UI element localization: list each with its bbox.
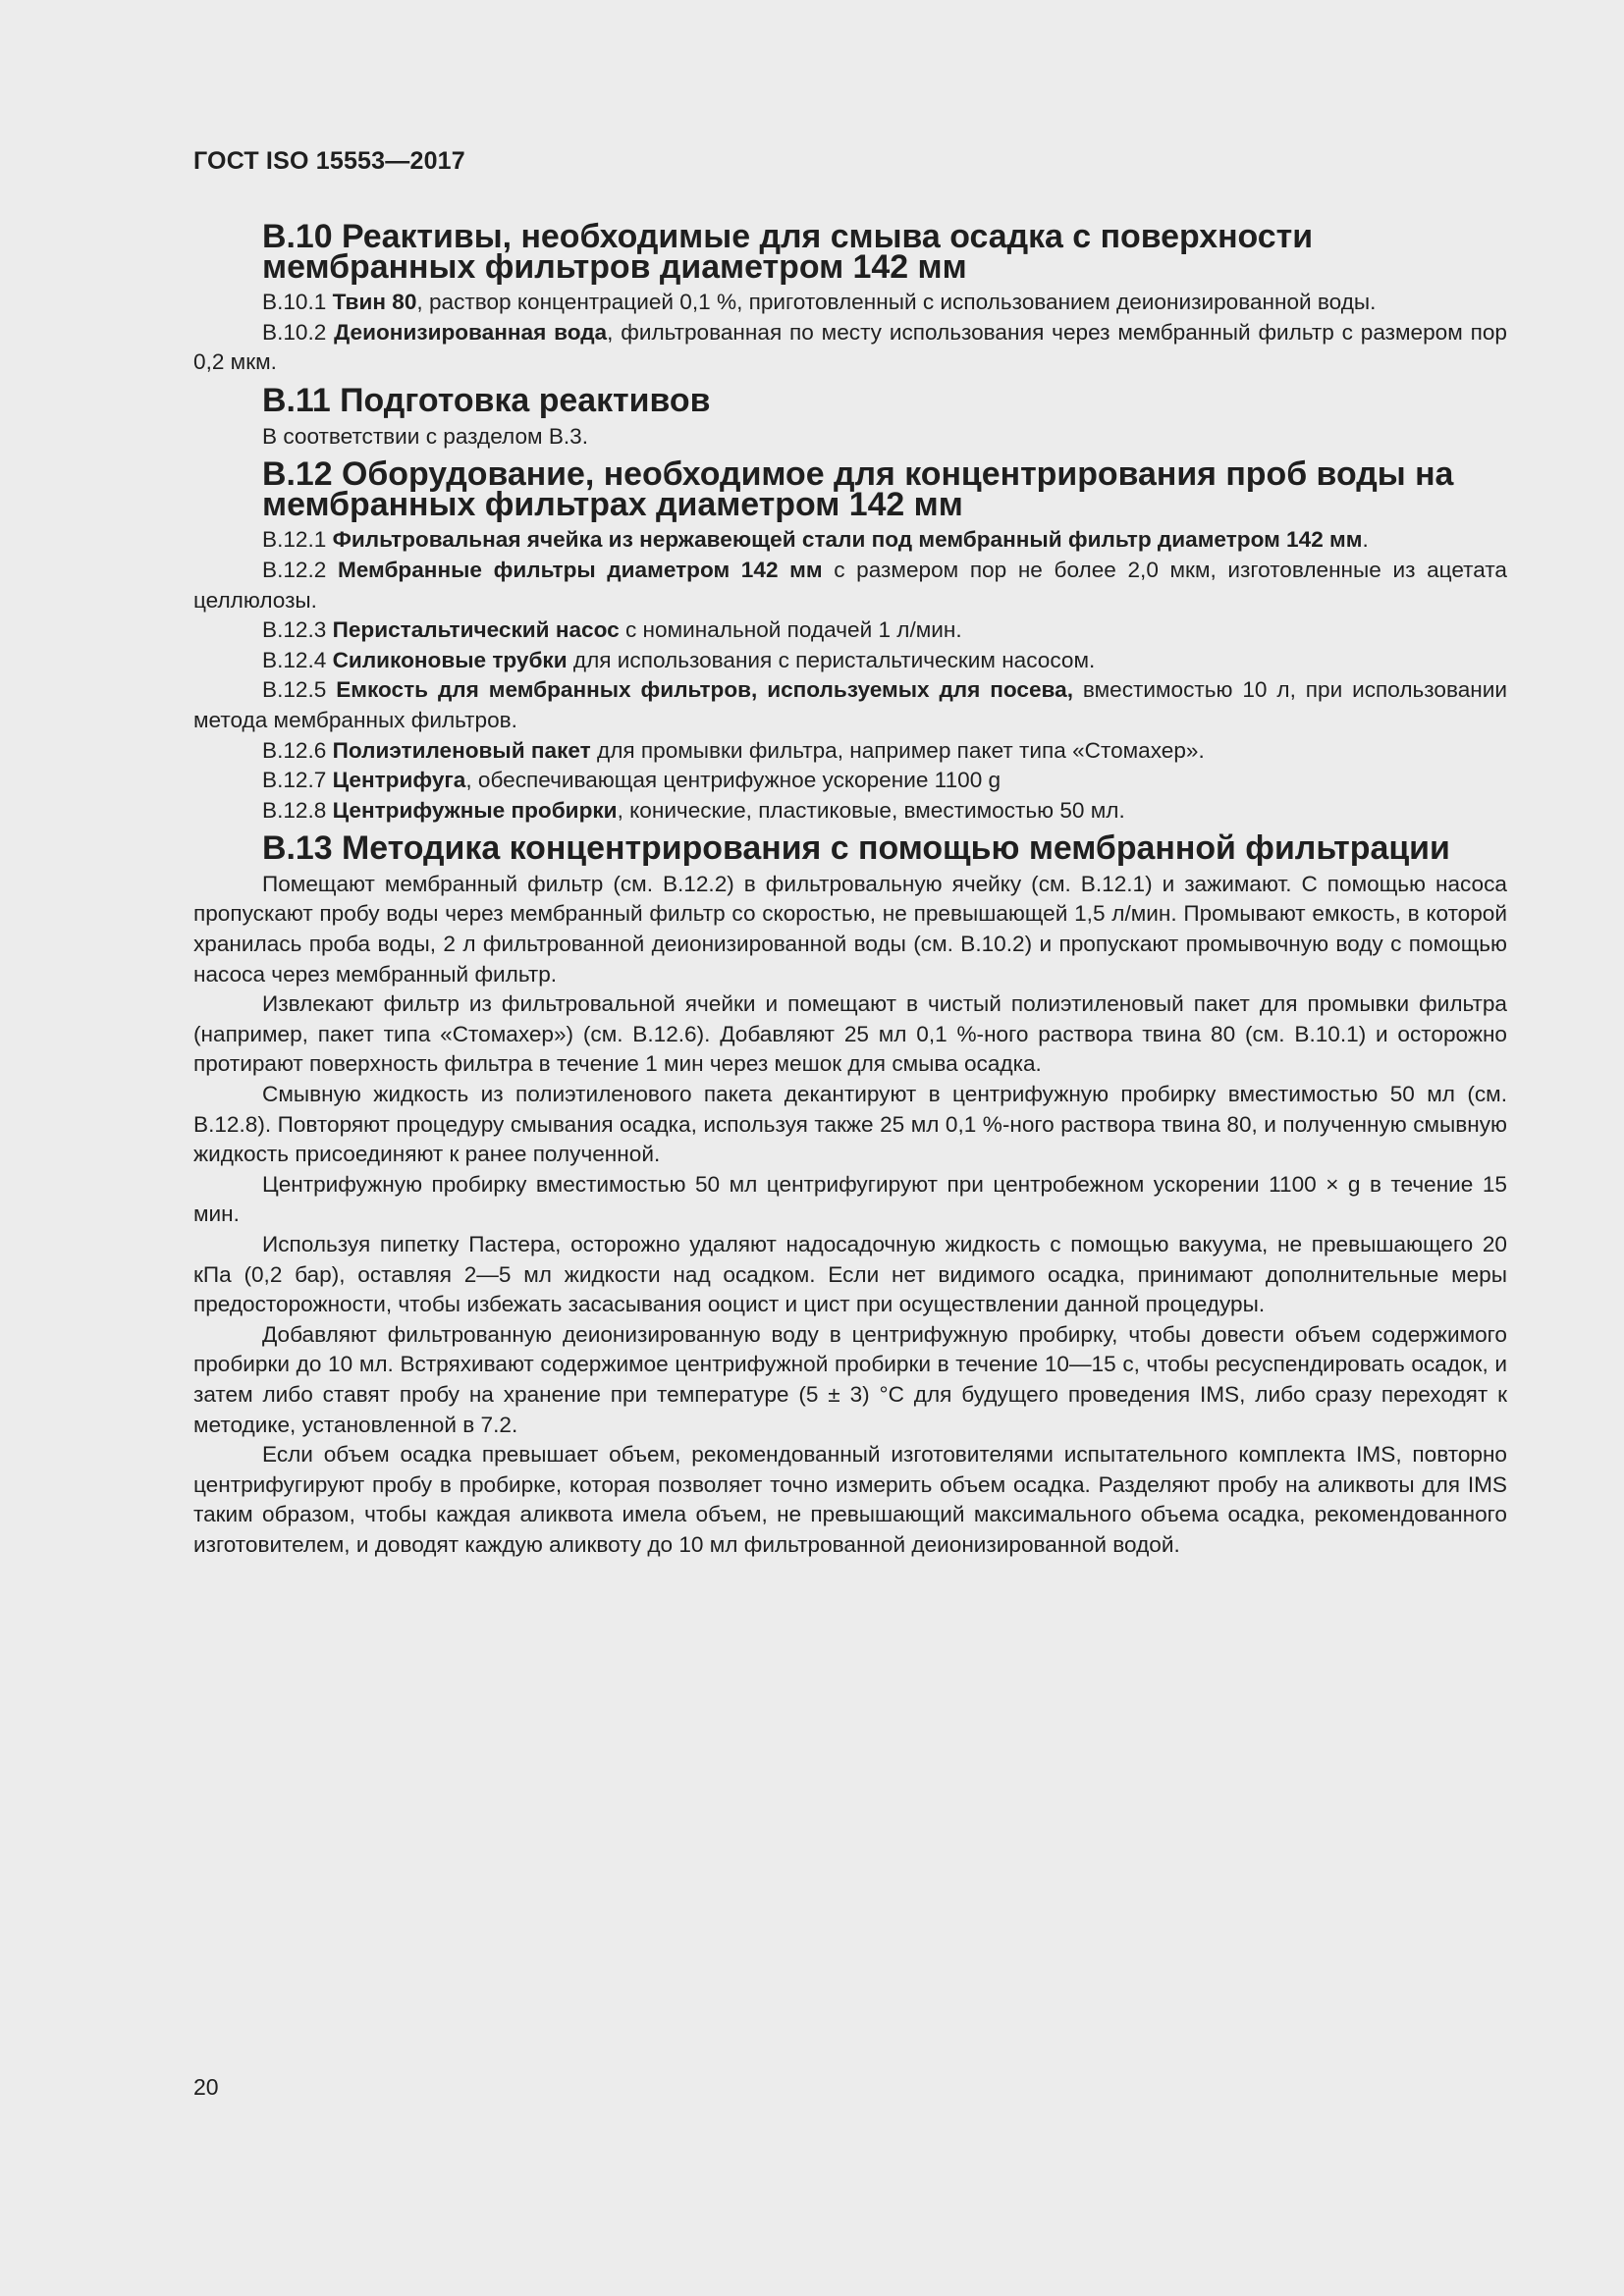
page-number: 20 xyxy=(193,2074,219,2100)
paragraph: Добавляют фильтрованную деионизированную воду в центрифужную пробирку, чтобы довести объем содержимого пробирки до 10 мл. Встряхивают содержимое центрифужной пробирки в течение 10—15 с, чтобы ресуспендировать осадок, и затем либо ставят пробу на хранение при температуре (5 ± 3) °C для будущего проведения IMS, либо сразу переходят к методике, установленной в 7.2. xyxy=(193,1321,1507,1437)
item-number: В.12.6 xyxy=(262,737,333,763)
item-text: для промывки фильтра, например пакет типа «Стомахер». xyxy=(590,737,1205,763)
document-body xyxy=(193,218,1507,1561)
item-b12-4 xyxy=(193,646,1507,676)
item-number: В.12.8 xyxy=(262,797,333,823)
section-b13 xyxy=(193,829,1507,1560)
paragraph: Смывную жидкость из полиэтиленового пакета декантируют в центрифужную пробирку вместимостью 50 мл (см. В.12.8). Повторяют процедуру смывания осадка, используя также 25 мл 0,1 %-ного раствора твина 80, и полученную смывную жидкость присоединяют к ранее полученной. xyxy=(193,1082,1507,1167)
paragraph: Извлекают фильтр из фильтровальной ячейки и помещают в чистый полиэтиленовый пакет для промывки фильтра (например, пакет типа «Стомахер») (см. В.12.6). Добавляют 25 мл 0,1 %-ного раствора твина 80 (см. В.10.1) и осторожно протирают поверхность фильтра в течение 1 мин через мешок для смыва осадка. xyxy=(193,991,1507,1077)
item-text: , раствор концентрацией 0,1 %, приготовленный с использованием деионизированной воды. xyxy=(416,290,1377,315)
item-b12-7 xyxy=(193,766,1507,796)
item-text: с размером пор не более 2,0 мкм, изготовленные из ацетата целлюлозы. xyxy=(193,557,1507,613)
item-term: Емкость для мембранных фильтров, используемых для посева, xyxy=(336,677,1073,703)
item-term: Центрифуга xyxy=(332,768,466,793)
section-b11 xyxy=(193,381,1507,452)
paragraph: Центрифужную пробирку вместимостью 50 мл центрифугируют при центробежном ускорении 1100 × g в течение 15 мин. xyxy=(193,1171,1507,1227)
item-term: Твин 80 xyxy=(332,290,417,315)
document-header: ГОСТ ISO 15553—2017 xyxy=(193,147,465,175)
item-term: Силиконовые трубки xyxy=(332,647,568,672)
item-b12-6 xyxy=(193,736,1507,767)
item-term: Фильтровальная ячейка из нержавеющей стали под мембранный фильтр диаметром 142 мм xyxy=(332,527,1363,553)
item-number: В.12.7 xyxy=(262,768,333,793)
item-text: , обеспечивающая центрифужное ускорение 1100 g xyxy=(465,768,1001,793)
item-b12-2 xyxy=(193,556,1507,615)
item-number: В.12.2 xyxy=(262,557,338,582)
paragraph: Используя пипетку Пастера, осторожно удаляют надосадочную жидкость с помощью вакуума, не превышающего 20 кПа (0,2 бар), оставляя 2—5 мл жидкости над осадком. Если нет видимого осадка, принимают дополнительные меры предосторожности, чтобы избежать засасывания ооцист и цист при осуществлении данной процедуры. xyxy=(193,1232,1507,1317)
item-b12-8 xyxy=(193,796,1507,827)
item-b12-1 xyxy=(193,525,1507,556)
item-text: вместимостью 10 л, при использовании метода мембранных фильтров. xyxy=(193,677,1507,732)
section-b10 xyxy=(193,218,1507,378)
item-term: Перистальтический насос xyxy=(332,617,620,643)
item-term: Центрифужные пробирки xyxy=(332,797,618,823)
item-b12-3 xyxy=(193,615,1507,646)
section-heading-b13: В.13 Методика концентрирования с помощью мембранной фильтрации xyxy=(262,829,1450,868)
item-number: В.10.2 xyxy=(262,319,335,345)
item-number: В.12.5 xyxy=(262,677,337,703)
section-heading-b12: В.12 Оборудование, необходимое для концентрирования проб воды на мембранных фильтрах диаметром 142 мм xyxy=(262,455,1454,523)
item-text: , конические, пластиковые, вместимостью 50 мл. xyxy=(617,797,1125,823)
item-term: Деионизированная вода xyxy=(334,319,608,345)
item-text: . xyxy=(1362,527,1369,553)
item-text: для использования с перистальтическим насосом. xyxy=(567,647,1096,672)
section-b12 xyxy=(193,455,1507,826)
item-text: , фильтрованная по месту использования через мембранный фильтр с размером пор 0,2 мкм. xyxy=(193,319,1507,375)
item-b10-1 xyxy=(193,288,1507,318)
item-term: Полиэтиленовый пакет xyxy=(332,737,591,763)
item-number: В.12.3 xyxy=(262,617,333,643)
section-heading-b10: В.10 Реактивы, необходимые для смыва осадка с поверхности мембранных фильтров диаметром 142 мм xyxy=(262,218,1314,286)
item-number: В.12.1 xyxy=(262,527,333,553)
item-number: В.12.4 xyxy=(262,647,333,672)
section-heading-b11: В.11 Подготовка реактивов xyxy=(262,381,711,419)
item-number: В.10.1 xyxy=(262,290,333,315)
paragraph: Если объем осадка превышает объем, рекомендованный изготовителями испытательного комплекта IMS, повторно центрифугируют пробу в пробирке, которая позволяет точно измерить объем осадка. Разделяют пробу на аликвоты для IMS таким образом, чтобы каждая аликвота имела объем, не превышающий максимального объема осадка, рекомендованного изготовителем, и доводят каждую аликвоту до 10 мл фильтрованной деионизированной водой. xyxy=(193,1442,1507,1557)
item-term: Мембранные фильтры диаметром 142 мм xyxy=(337,557,823,582)
item-text: с номинальной подачей 1 л/мин. xyxy=(619,617,962,643)
item-b10-2 xyxy=(193,318,1507,378)
item-b12-5 xyxy=(193,675,1507,735)
paragraph: Помещают мембранный фильтр (см. В.12.2) в фильтровальную ячейку (см. В.12.1) и зажимают. С помощью насоса пропускают пробу воды через мембранный фильтр со скоростью, не превышающей 1,5 л/мин. Промывают емкость, в которой хранилась проба воды, 2 л фильтрованной деионизированной воды (см. В.10.2) и пропускают промывочную воду с помощью насоса через мембранный фильтр. xyxy=(193,871,1507,987)
section-b11-text: В соответствии с разделом В.3. xyxy=(262,423,589,449)
